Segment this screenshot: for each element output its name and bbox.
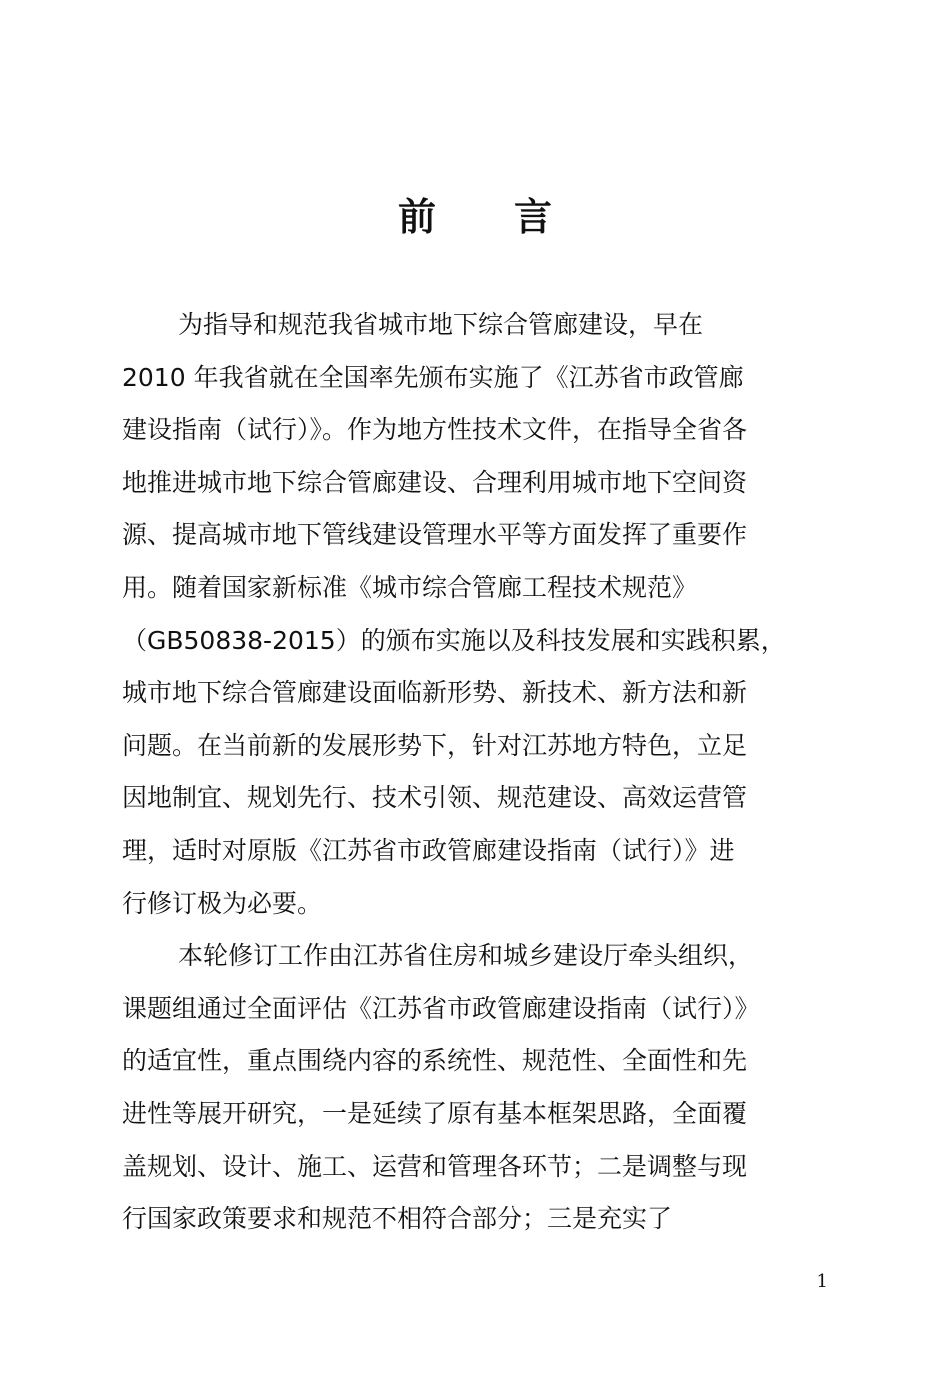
text-line: 源、提高城市地下管线建设管理水平等方面发挥了重要作	[122, 520, 748, 550]
body-text	[122, 299, 834, 1246]
text-line: 2010 年我省就在全国率先颁布实施了《江苏省市政管廊	[122, 362, 744, 392]
text-line: 问题。在当前新的发展形势下，针对江苏地方特色，立足	[122, 730, 748, 760]
text-line: 行国家政策要求和规范不相符合部分；三是充实了	[122, 1204, 673, 1234]
text-line: 进性等展开研究，一是延续了原有基本框架思路，全面覆	[122, 1098, 748, 1128]
text-line: 用。随着国家新标准《城市综合管廊工程技术规范》	[122, 572, 698, 602]
page-number: 1	[816, 1271, 828, 1292]
text-line: （GB50838-2015）的颁布实施以及科技发展和实践积累，	[122, 625, 786, 655]
text-line: 理，适时对原版《江苏省市政管廊建设指南（试行）》进	[122, 835, 735, 865]
text-line: 地推进城市地下综合管廊建设、合理利用城市地下空间资	[122, 467, 748, 497]
text-line: 本轮修订工作由江苏省住房和城乡建设厅牵头组织，	[178, 941, 754, 971]
paragraph-1	[122, 299, 834, 930]
title-char-1: 前	[397, 195, 436, 239]
paragraph-2	[122, 930, 834, 1246]
text-line: 为指导和规范我省城市地下综合管廊建设，早在	[178, 310, 704, 339]
title-char-2: 言	[514, 195, 553, 239]
text-line: 盖规划、设计、施工、运营和管理各环节；二是调整与现	[122, 1151, 748, 1181]
text-line: 行修订极为必要。	[122, 888, 323, 918]
text-line: 建设指南（试行）》。作为地方性技术文件，在指导全省各	[122, 415, 748, 445]
page-title	[0, 192, 950, 242]
text-line: 课题组通过全面评估《江苏省市政管廊建设指南（试行）》	[122, 993, 760, 1023]
text-line: 城市地下综合管廊建设面临新形势、新技术、新方法和新	[122, 678, 748, 708]
text-line: 因地制宜、规划先行、技术引领、规范建设、高效运营管	[122, 783, 748, 813]
text-line: 的适宜性，重点围绕内容的系统性、规范性、全面性和先	[122, 1046, 748, 1076]
